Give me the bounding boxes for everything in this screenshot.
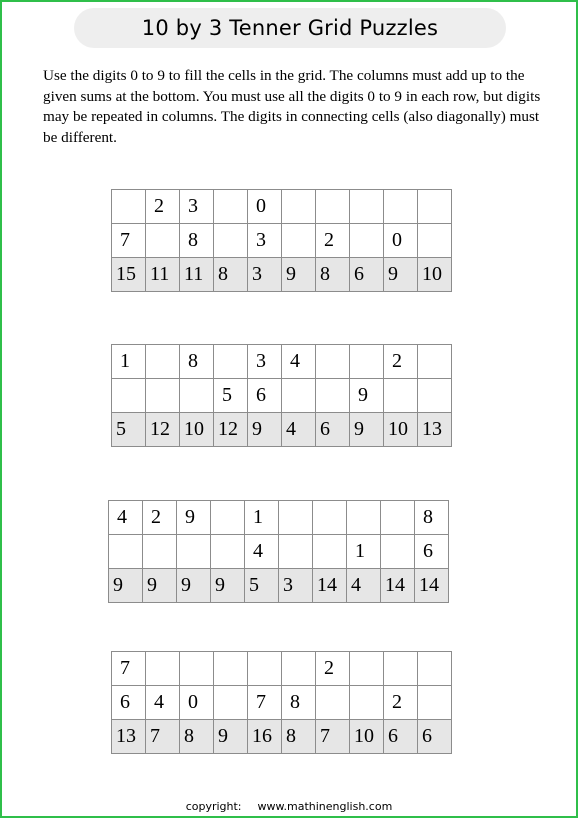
column-sum-cell: 6: [418, 720, 452, 754]
grid-cell[interactable]: 1: [347, 535, 381, 569]
grid-row: [112, 652, 452, 686]
column-sum-cell: 11: [146, 258, 180, 292]
grid-cell[interactable]: [313, 535, 347, 569]
grid-cell[interactable]: [214, 345, 248, 379]
grid-cell[interactable]: [316, 345, 350, 379]
copyright-footer: [2, 800, 576, 813]
column-sum-cell: 9: [143, 569, 177, 603]
grid-cell[interactable]: [418, 652, 452, 686]
column-sum-cell: 10: [180, 413, 214, 447]
grid-cell[interactable]: [381, 501, 415, 535]
grid-cell[interactable]: 2: [143, 501, 177, 535]
column-sum-cell: 9: [384, 258, 418, 292]
grid-row: [112, 190, 452, 224]
column-sums-row: [109, 569, 449, 603]
grid-cell[interactable]: [211, 501, 245, 535]
column-sum-cell: 12: [214, 413, 248, 447]
tenner-grid-puzzle-2: [111, 344, 452, 447]
grid-cell[interactable]: [350, 686, 384, 720]
copyright-label: copyright:: [185, 800, 242, 813]
grid-cell[interactable]: 0: [384, 224, 418, 258]
column-sum-cell: 6: [316, 413, 350, 447]
grid-cell[interactable]: [146, 379, 180, 413]
grid-cell[interactable]: [418, 345, 452, 379]
grid-cell[interactable]: 7: [112, 652, 146, 686]
grid-cell[interactable]: [211, 535, 245, 569]
grid-cell[interactable]: [112, 190, 146, 224]
grid-cell[interactable]: 5: [214, 379, 248, 413]
grid-cell[interactable]: 4: [109, 501, 143, 535]
tenner-grid-puzzle-3: [108, 500, 449, 603]
grid-cell[interactable]: [279, 501, 313, 535]
column-sum-cell: 10: [350, 720, 384, 754]
grid-cell[interactable]: 9: [350, 379, 384, 413]
column-sum-cell: 8: [214, 258, 248, 292]
grid-cell[interactable]: 6: [112, 686, 146, 720]
grid-cell[interactable]: [282, 224, 316, 258]
grid-cell[interactable]: 4: [282, 345, 316, 379]
grid-cell[interactable]: [350, 224, 384, 258]
column-sum-cell: 9: [177, 569, 211, 603]
column-sum-cell: 9: [282, 258, 316, 292]
grid-cell[interactable]: [418, 190, 452, 224]
column-sum-cell: 5: [245, 569, 279, 603]
grid-cell[interactable]: [214, 190, 248, 224]
grid-cell[interactable]: [350, 345, 384, 379]
page-title: 10 by 3 Tenner Grid Puzzles: [141, 16, 439, 40]
grid-cell[interactable]: [316, 686, 350, 720]
grid-cell[interactable]: 2: [316, 652, 350, 686]
grid-cell[interactable]: [146, 652, 180, 686]
grid-cell[interactable]: 0: [180, 686, 214, 720]
grid-cell[interactable]: [146, 345, 180, 379]
grid-cell[interactable]: [109, 535, 143, 569]
column-sum-cell: 10: [384, 413, 418, 447]
tenner-grid-puzzle-1: [111, 189, 452, 292]
copyright-site: www.mathinenglish.com: [257, 800, 393, 813]
column-sum-cell: 8: [316, 258, 350, 292]
grid-cell[interactable]: 8: [415, 501, 449, 535]
column-sum-cell: 10: [418, 258, 452, 292]
column-sum-cell: 9: [214, 720, 248, 754]
column-sum-cell: 12: [146, 413, 180, 447]
grid-row: [112, 379, 452, 413]
column-sum-cell: 13: [112, 720, 146, 754]
grid-cell[interactable]: 8: [180, 224, 214, 258]
column-sum-cell: 7: [146, 720, 180, 754]
grid-cell[interactable]: [214, 686, 248, 720]
grid-cell[interactable]: 1: [245, 501, 279, 535]
column-sums-row: [112, 258, 452, 292]
column-sum-cell: 9: [350, 413, 384, 447]
column-sum-cell: 9: [109, 569, 143, 603]
grid-cell[interactable]: 8: [180, 345, 214, 379]
grid-cell[interactable]: [316, 190, 350, 224]
grid-cell[interactable]: [381, 535, 415, 569]
column-sum-cell: 4: [282, 413, 316, 447]
grid-cell[interactable]: [418, 224, 452, 258]
grid-row: [109, 535, 449, 569]
grid-cell[interactable]: [279, 535, 313, 569]
column-sum-cell: 15: [112, 258, 146, 292]
grid-cell[interactable]: 7: [112, 224, 146, 258]
column-sum-cell: 14: [415, 569, 449, 603]
column-sum-cell: 14: [313, 569, 347, 603]
column-sums-row: [112, 720, 452, 754]
column-sum-cell: 9: [248, 413, 282, 447]
grid-cell[interactable]: [418, 686, 452, 720]
grid-cell[interactable]: [143, 535, 177, 569]
column-sum-cell: 16: [248, 720, 282, 754]
grid-cell[interactable]: 6: [415, 535, 449, 569]
grid-cell[interactable]: [384, 652, 418, 686]
grid-cell[interactable]: [282, 190, 316, 224]
grid-cell[interactable]: 4: [146, 686, 180, 720]
grid-cell[interactable]: [350, 190, 384, 224]
grid-row: [112, 224, 452, 258]
grid-cell[interactable]: 2: [146, 190, 180, 224]
grid-cell[interactable]: [146, 224, 180, 258]
grid-cell[interactable]: 0: [248, 190, 282, 224]
grid-cell[interactable]: [316, 379, 350, 413]
column-sum-cell: 8: [282, 720, 316, 754]
grid-cell[interactable]: [347, 501, 381, 535]
grid-cell[interactable]: 3: [248, 345, 282, 379]
grid-cell[interactable]: 8: [282, 686, 316, 720]
grid-cell[interactable]: 9: [177, 501, 211, 535]
grid-cell[interactable]: [177, 535, 211, 569]
grid-cell[interactable]: [248, 652, 282, 686]
column-sum-cell: 6: [350, 258, 384, 292]
grid-cell[interactable]: [282, 379, 316, 413]
column-sum-cell: 14: [381, 569, 415, 603]
grid-cell[interactable]: [112, 379, 146, 413]
grid-cell[interactable]: 3: [248, 224, 282, 258]
grid-cell[interactable]: 3: [180, 190, 214, 224]
grid-cell[interactable]: [282, 652, 316, 686]
column-sum-cell: 13: [418, 413, 452, 447]
grid-cell[interactable]: 4: [245, 535, 279, 569]
grid-cell[interactable]: [180, 652, 214, 686]
column-sums-row: [112, 413, 452, 447]
grid-cell[interactable]: 1: [112, 345, 146, 379]
column-sum-cell: 3: [248, 258, 282, 292]
column-sum-cell: 6: [384, 720, 418, 754]
column-sum-cell: 3: [279, 569, 313, 603]
grid-cell[interactable]: [214, 652, 248, 686]
column-sum-cell: 5: [112, 413, 146, 447]
grid-cell[interactable]: 2: [316, 224, 350, 258]
title-banner: [74, 8, 506, 48]
grid-cell[interactable]: 6: [248, 379, 282, 413]
column-sum-cell: 11: [180, 258, 214, 292]
grid-row: [109, 501, 449, 535]
grid-cell[interactable]: [418, 379, 452, 413]
grid-cell[interactable]: [384, 379, 418, 413]
grid-row: [112, 686, 452, 720]
grid-cell[interactable]: [313, 501, 347, 535]
grid-cell[interactable]: [384, 190, 418, 224]
instructions-text: Use the digits 0 to 9 to fill the cells in the grid. The columns must add up to the given sums at the bottom. You must use all the digits 0 to 9 in each row, but digits may be repeated in columns. The digits in connecting cells (also diagonally) must be different.: [43, 67, 541, 146]
grid-row: [112, 345, 452, 379]
grid-cell[interactable]: 2: [384, 686, 418, 720]
grid-cell[interactable]: [180, 379, 214, 413]
column-sum-cell: 4: [347, 569, 381, 603]
grid-cell[interactable]: [350, 652, 384, 686]
grid-cell[interactable]: 7: [248, 686, 282, 720]
grid-cell[interactable]: 2: [384, 345, 418, 379]
column-sum-cell: 8: [180, 720, 214, 754]
grid-cell[interactable]: [214, 224, 248, 258]
tenner-grid-puzzle-4: [111, 651, 452, 754]
column-sum-cell: 7: [316, 720, 350, 754]
column-sum-cell: 9: [211, 569, 245, 603]
